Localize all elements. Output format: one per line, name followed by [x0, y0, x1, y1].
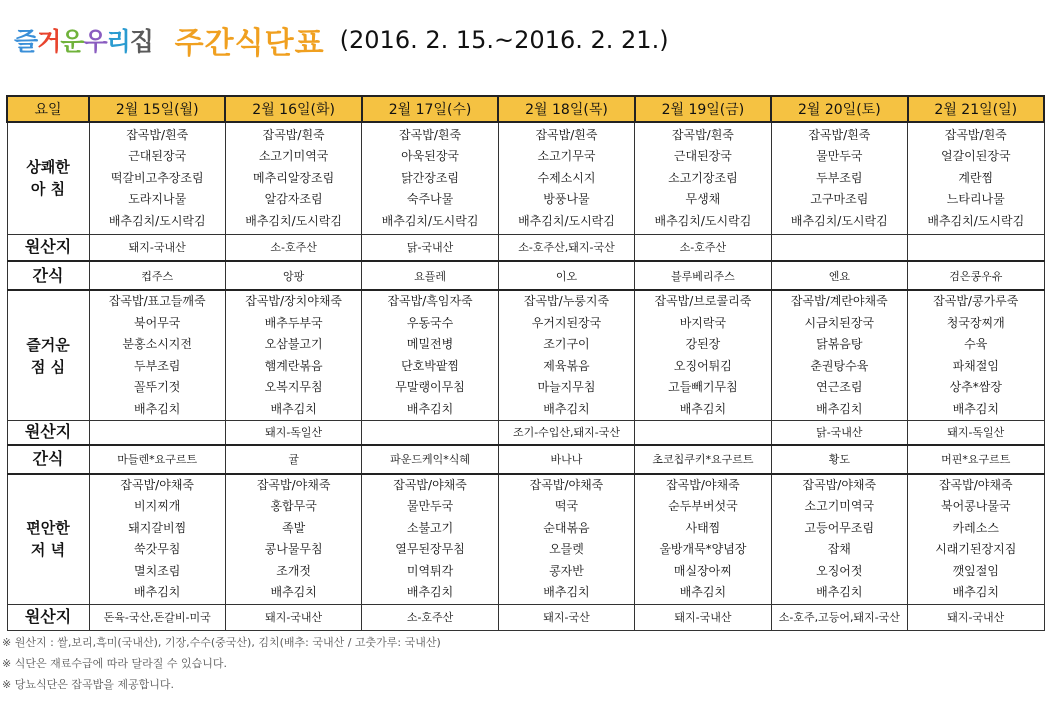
label-line: 편안한	[26, 519, 70, 537]
menu-item: 배추김치	[134, 585, 181, 599]
menu-item: 물만두국	[816, 149, 863, 163]
menu-item: 오징어젓	[816, 563, 863, 578]
page-header	[14, 18, 669, 61]
day-header: 2월 15일(월)	[89, 96, 225, 122]
page-title: 주간식단표	[174, 26, 325, 61]
menu-item: 방풍나물	[543, 192, 590, 206]
menu-item: 연근조림	[816, 380, 863, 394]
menu-item: 무생채	[685, 192, 721, 206]
menu-item: 멸치조림	[134, 563, 181, 578]
menu-item: 배추김치	[679, 401, 727, 416]
snack-cell: 마들렌*요구르트	[89, 445, 225, 474]
origin-cell: 돼지-국내산	[908, 604, 1044, 630]
brand-char: 운	[60, 27, 84, 56]
menu-item: 잡곡밥/흰죽	[944, 127, 1007, 142]
menu-item: 배추김치	[952, 401, 999, 416]
origin-lunch-row	[7, 421, 1044, 445]
menu-item: 소고기미역국	[258, 149, 329, 163]
menu-item: 조기구이	[543, 337, 590, 351]
menu-item: 배추김치/도시락김	[518, 213, 615, 228]
origin-cell: 소-호주산,돼지-국산	[498, 234, 634, 261]
menu-item: 콩나물무침	[264, 542, 323, 556]
label-line: 즐거운	[26, 335, 70, 354]
menu-item: 숙주나물	[406, 192, 454, 206]
menu-item: 잡곡밥/흰죽	[262, 127, 325, 142]
lunch-cell	[89, 290, 225, 421]
menu-item: 메추리알장조림	[253, 170, 335, 185]
dinner-cell	[771, 474, 907, 605]
snack-cell: 황도	[771, 445, 907, 474]
menu-item: 잡곡밥/누룽지죽	[523, 294, 610, 308]
menu-item: 콩자반	[549, 563, 584, 578]
menu-item: 배추김치	[406, 401, 454, 416]
menu-item: 비지찌개	[134, 499, 181, 513]
menu-item: 잡곡밥/흰죽	[126, 127, 189, 142]
menu-item: 도라지나물	[128, 192, 187, 206]
origin-cell: 돼지-독일산	[225, 421, 361, 445]
menu-item: 바지락국	[679, 315, 727, 330]
menu-item: 잡곡밥/장치야채죽	[245, 294, 343, 308]
menu-item: 잡곡밥/야채죽	[256, 477, 331, 492]
snack-cell: 초코칩쿠키*요구르트	[635, 445, 771, 474]
lunch-label	[7, 290, 89, 421]
dinner-cell	[908, 474, 1044, 605]
menu-item: 아욱된장국	[401, 149, 460, 163]
snack-cell: 검은콩우유	[908, 261, 1044, 290]
menu-item: 청국장찌개	[946, 315, 1005, 330]
breakfast-cell	[89, 122, 225, 234]
menu-item: 상추*쌈장	[949, 380, 1002, 394]
snack-cell: 엔요	[771, 261, 907, 290]
menu-item: 잡곡밥/계란야채죽	[790, 294, 888, 308]
origin-breakfast-row	[7, 234, 1044, 261]
origin-cell	[89, 421, 225, 445]
menu-item: 시금치된장국	[804, 315, 875, 330]
origin-cell: 닭-국내산	[771, 421, 907, 445]
label-line: 상쾌한	[26, 158, 70, 177]
dinner-cell	[225, 474, 361, 605]
menu-item: 배추김치/도시락김	[790, 213, 888, 228]
menu-item: 쑥갓무침	[134, 542, 181, 556]
menu-item: 고구마조림	[810, 192, 869, 206]
menu-item: 우동국수	[406, 315, 454, 330]
menu-item: 소고기장조림	[668, 170, 738, 185]
menu-item: 얼갈이된장국	[940, 149, 1011, 163]
origin-cell	[908, 234, 1044, 261]
menu-item: 배추김치	[543, 401, 590, 416]
menu-item: 잡곡밥/흰죽	[808, 127, 871, 142]
menu-item: 소고기미역국	[804, 499, 875, 513]
menu-item: 소불고기	[406, 520, 454, 535]
menu-item: 잡곡밥/야채죽	[529, 477, 604, 492]
menu-item: 배추김치	[816, 585, 863, 599]
day-header: 2월 19일(금)	[635, 96, 771, 122]
menu-item: 고들빼기무침	[668, 380, 738, 394]
lunch-cell	[362, 290, 498, 421]
snack-cell: 머핀*요구르트	[908, 445, 1044, 474]
lunch-cell	[225, 290, 361, 421]
origin-cell: 소-호주산	[635, 234, 771, 261]
menu-item: 마늘지무침	[537, 380, 596, 394]
menu-item: 수육	[964, 337, 988, 351]
menu-item: 사태찜	[685, 520, 721, 535]
snack-pm-row	[7, 445, 1044, 474]
menu-item: 햄계란볶음	[264, 358, 323, 373]
menu-item: 카레소스	[952, 520, 999, 535]
menu-item: 두부조림	[134, 358, 181, 373]
lunch-row	[7, 290, 1044, 421]
snack-cell: 블루베리주스	[635, 261, 771, 290]
menu-item: 떡국	[554, 499, 579, 513]
label-line: 점 심	[30, 357, 66, 376]
menu-item: 잡곡밥/흑임자죽	[387, 294, 473, 308]
snack-label: 간식	[7, 445, 89, 474]
menu-item: 배추김치/도시락김	[927, 213, 1025, 228]
day-header: 2월 18일(목)	[498, 96, 634, 122]
breakfast-row	[7, 122, 1044, 234]
day-header: 2월 21일(일)	[908, 96, 1044, 122]
menu-item: 족발	[282, 520, 306, 535]
menu-item: 잡곡밥/야채죽	[393, 477, 467, 492]
menu-item: 배추김치	[679, 585, 727, 599]
menu-item: 오징어튀김	[673, 358, 732, 373]
menu-item: 잡곡밥/브로콜리죽	[654, 294, 752, 308]
menu-item: 울방개묵*양념장	[659, 542, 747, 556]
origin-cell: 소-호주산	[225, 234, 361, 261]
brand-char: 리	[106, 27, 130, 56]
menu-item: 잡곡밥/흰죽	[671, 127, 734, 142]
menu-item: 춘권탕수육	[810, 358, 869, 373]
origin-label: 원산지	[7, 234, 89, 261]
label-line: 저 녁	[30, 541, 66, 559]
dinner-label	[7, 474, 89, 605]
menu-item: 오삼불고기	[264, 337, 323, 351]
menu-item: 물만두국	[406, 499, 454, 513]
menu-item: 잡곡밥/콩가루죽	[933, 294, 1019, 308]
menu-item: 근대된장국	[128, 149, 187, 163]
menu-item: 열무된장무침	[395, 542, 465, 556]
label-line: 아 침	[30, 180, 66, 199]
menu-item: 수제소시지	[537, 170, 596, 185]
menu-item: 배추김치	[952, 585, 999, 599]
menu-item: 잡곡밥/야채죽	[120, 477, 195, 492]
origin-cell: 소-호주산	[362, 604, 498, 630]
origin-cell	[635, 421, 771, 445]
menu-item: 강된장	[685, 337, 721, 351]
menu-item: 깻잎절임	[952, 563, 999, 578]
menu-item: 꼴뚜기젓	[134, 380, 181, 394]
footnote: ※ 식단은 재료수급에 따라 달라질 수 있습니다.	[2, 657, 227, 670]
menu-item: 떡갈비고추장조림	[110, 170, 204, 185]
date-range: (2016. 2. 15.~2016. 2. 21.)	[339, 26, 669, 54]
menu-item: 홍합무국	[270, 499, 317, 513]
menu-item: 조개젓	[276, 563, 312, 578]
origin-cell: 돼지-국산	[498, 604, 634, 630]
origin-label: 원산지	[7, 604, 89, 630]
breakfast-cell	[225, 122, 361, 234]
day-header: 2월 16일(화)	[225, 96, 361, 122]
dinner-row	[7, 474, 1044, 605]
dinner-cell	[362, 474, 498, 605]
menu-item: 고등어무조림	[804, 520, 875, 535]
menu-item: 배추김치	[134, 401, 181, 416]
weekly-menu-table	[6, 95, 1045, 631]
origin-cell	[362, 421, 498, 445]
footnote: ※ 원산지 : 쌀,보리,흑미(국내산), 기장,수수(중국산), 김치(배추: 국내산 / 고춧가루: 국내산)	[2, 636, 441, 649]
menu-item: 잡곡밥/흰죽	[535, 127, 598, 142]
menu-item: 우거지된장국	[531, 315, 602, 330]
brand-char: 우	[83, 27, 107, 56]
origin-cell	[771, 234, 907, 261]
origin-cell: 돼지-국내산	[89, 234, 225, 261]
menu-item: 잡곡밥/흰죽	[399, 127, 462, 142]
brand-char: 즐	[14, 27, 38, 56]
menu-item: 잡채	[827, 542, 851, 556]
day-header-row	[7, 96, 1044, 122]
menu-item: 미역튀각	[406, 563, 454, 578]
menu-item: 알감자조림	[264, 192, 323, 206]
menu-item: 메밀전병	[406, 337, 454, 351]
menu-item: 잡곡밥/야채죽	[802, 477, 877, 492]
menu-item: 배추김치	[543, 585, 590, 599]
brand-char: 거	[37, 27, 61, 56]
day-header: 2월 20일(토)	[771, 96, 907, 122]
menu-item: 오복지무침	[264, 380, 323, 394]
footnotes	[2, 632, 441, 695]
menu-item: 배추김치	[270, 585, 317, 599]
menu-item: 느타리나물	[946, 192, 1005, 206]
menu-item: 배추김치/도시락김	[245, 213, 343, 228]
menu-item: 배추김치/도시락김	[654, 213, 752, 228]
menu-item: 제육볶음	[543, 358, 590, 373]
menu-item: 소고기무국	[537, 149, 596, 163]
dinner-cell	[635, 474, 771, 605]
origin-cell: 돈육-국산,돈갈비-미국	[89, 604, 225, 630]
menu-item: 잡곡밥/표고들깨죽	[108, 294, 206, 308]
dinner-cell	[89, 474, 225, 605]
origin-cell: 돼지-독일산	[908, 421, 1044, 445]
menu-item: 배추김치	[816, 401, 863, 416]
breakfast-cell	[908, 122, 1044, 234]
menu-item: 잡곡밥/야채죽	[666, 477, 740, 492]
snack-cell: 앙팡	[225, 261, 361, 290]
snack-cell: 파운드케익*식혜	[362, 445, 498, 474]
menu-item: 배추김치	[406, 585, 454, 599]
dinner-cell	[498, 474, 634, 605]
menu-item: 돼지갈비찜	[128, 520, 187, 535]
menu-item: 순대볶음	[543, 520, 590, 535]
brand-char: 집	[129, 27, 153, 56]
snack-cell: 이오	[498, 261, 634, 290]
footnote: ※ 당뇨식단은 잡곡밥을 제공합니다.	[2, 678, 174, 691]
menu-item: 북어무국	[134, 315, 181, 330]
menu-item: 닭볶음탕	[816, 337, 863, 351]
brand-logo	[14, 27, 161, 56]
snack-cell: 바나나	[498, 445, 634, 474]
snack-cell: 컵주스	[89, 261, 225, 290]
origin-dinner-row	[7, 604, 1044, 630]
menu-item: 북어콩나물국	[940, 499, 1011, 513]
menu-item: 무말랭이무침	[395, 380, 465, 394]
breakfast-label	[7, 122, 89, 234]
origin-cell: 돼지-국내산	[225, 604, 361, 630]
corner-label: 요일	[7, 96, 89, 122]
snack-cell: 요플레	[362, 261, 498, 290]
menu-item: 닭간장조림	[401, 170, 460, 185]
menu-item: 배추김치/도시락김	[108, 213, 206, 228]
breakfast-cell	[635, 122, 771, 234]
breakfast-cell	[498, 122, 634, 234]
menu-item: 시래기된장지짐	[935, 542, 1017, 556]
menu-item: 계란찜	[958, 170, 994, 185]
origin-cell: 소-호주,고등어,돼지-국산	[771, 604, 907, 630]
breakfast-cell	[362, 122, 498, 234]
menu-item: 배추김치/도시락김	[381, 213, 479, 228]
origin-cell: 조기-수입산,돼지-국산	[498, 421, 634, 445]
origin-cell: 닭-국내산	[362, 234, 498, 261]
lunch-cell	[635, 290, 771, 421]
menu-item: 두부조림	[816, 170, 863, 185]
menu-item: 단호박팥찜	[401, 358, 460, 373]
snack-am-row	[7, 261, 1044, 290]
snack-cell: 귤	[225, 445, 361, 474]
origin-label: 원산지	[7, 421, 89, 445]
menu-item: 배추김치	[270, 401, 317, 416]
menu-item: 분홍소시지전	[122, 337, 192, 351]
origin-cell: 돼지-국내산	[635, 604, 771, 630]
lunch-cell	[498, 290, 634, 421]
menu-item: 파채절임	[952, 358, 999, 373]
menu-item: 근대된장국	[673, 149, 732, 163]
lunch-cell	[908, 290, 1044, 421]
menu-item: 순두부버섯국	[668, 499, 738, 513]
lunch-cell	[771, 290, 907, 421]
breakfast-cell	[771, 122, 907, 234]
menu-item: 오믈렛	[549, 542, 584, 556]
menu-item: 잡곡밥/야채죽	[938, 477, 1013, 492]
day-header: 2월 17일(수)	[362, 96, 498, 122]
menu-item: 배추두부국	[264, 315, 323, 330]
snack-label: 간식	[7, 261, 89, 290]
menu-item: 매실장아찌	[673, 563, 732, 578]
